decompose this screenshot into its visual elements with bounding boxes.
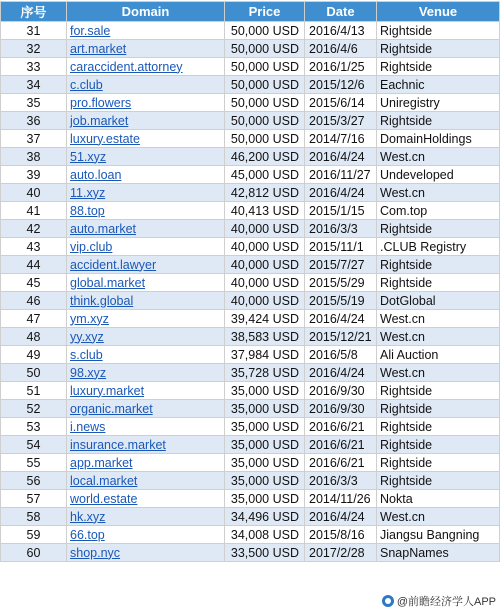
venue-cell: Rightside: [377, 58, 500, 76]
table-row: [1, 94, 500, 112]
price-cell: 39,424 USD: [225, 310, 305, 328]
row-number: 40: [1, 184, 67, 202]
date-cell: 2016/4/24: [305, 310, 377, 328]
header-venue: Venue: [377, 2, 500, 22]
date-cell: 2016/11/27: [305, 166, 377, 184]
domain-link[interactable]: caraccident.attorney: [67, 58, 225, 76]
domain-link[interactable]: luxury.market: [67, 382, 225, 400]
row-number: 55: [1, 454, 67, 472]
table-row: [1, 292, 500, 310]
date-cell: 2015/8/16: [305, 526, 377, 544]
source-footer: [382, 593, 496, 609]
domain-link[interactable]: global.market: [67, 274, 225, 292]
date-cell: 2016/4/24: [305, 148, 377, 166]
table-header-row: [1, 2, 500, 22]
table-row: [1, 382, 500, 400]
venue-cell: West.cn: [377, 328, 500, 346]
price-cell: 35,000 USD: [225, 418, 305, 436]
table-row: [1, 148, 500, 166]
price-cell: 42,812 USD: [225, 184, 305, 202]
date-cell: 2015/12/21: [305, 328, 377, 346]
domain-link[interactable]: pro.flowers: [67, 94, 225, 112]
row-number: 54: [1, 436, 67, 454]
price-cell: 35,000 USD: [225, 382, 305, 400]
row-number: 57: [1, 490, 67, 508]
venue-cell: DotGlobal: [377, 292, 500, 310]
source-text: @前瞻经济学人APP: [396, 596, 496, 608]
date-cell: 2014/11/26: [305, 490, 377, 508]
domain-link[interactable]: think.global: [67, 292, 225, 310]
table-row: [1, 526, 500, 544]
table-row: [1, 346, 500, 364]
table-row: [1, 22, 500, 40]
date-cell: 2015/5/19: [305, 292, 377, 310]
date-cell: 2016/4/6: [305, 40, 377, 58]
date-cell: 2016/3/3: [305, 220, 377, 238]
row-number: 31: [1, 22, 67, 40]
venue-cell: Com.top: [377, 202, 500, 220]
price-cell: 40,000 USD: [225, 274, 305, 292]
price-cell: 37,984 USD: [225, 346, 305, 364]
date-cell: 2016/6/21: [305, 418, 377, 436]
table-row: [1, 130, 500, 148]
row-number: 43: [1, 238, 67, 256]
row-number: 49: [1, 346, 67, 364]
table-row: [1, 490, 500, 508]
header-no: 序号: [1, 2, 67, 22]
date-cell: 2015/11/1: [305, 238, 377, 256]
domain-link[interactable]: luxury.estate: [67, 130, 225, 148]
row-number: 32: [1, 40, 67, 58]
domain-link[interactable]: accident.lawyer: [67, 256, 225, 274]
domain-sales-table: [0, 1, 500, 562]
table-row: [1, 508, 500, 526]
domain-link[interactable]: app.market: [67, 454, 225, 472]
date-cell: 2015/6/14: [305, 94, 377, 112]
date-cell: 2016/4/24: [305, 364, 377, 382]
row-number: 39: [1, 166, 67, 184]
row-number: 46: [1, 292, 67, 310]
price-cell: 35,000 USD: [225, 472, 305, 490]
domain-link[interactable]: insurance.market: [67, 436, 225, 454]
price-cell: 35,000 USD: [225, 490, 305, 508]
domain-link[interactable]: auto.loan: [67, 166, 225, 184]
table-row: [1, 364, 500, 382]
domain-link[interactable]: job.market: [67, 112, 225, 130]
venue-cell: Rightside: [377, 112, 500, 130]
price-cell: 34,496 USD: [225, 508, 305, 526]
table-row: [1, 472, 500, 490]
domain-link[interactable]: shop.nyc: [67, 544, 225, 562]
row-number: 60: [1, 544, 67, 562]
date-cell: 2015/12/6: [305, 76, 377, 94]
venue-cell: Jiangsu Bangning: [377, 526, 500, 544]
row-number: 33: [1, 58, 67, 76]
venue-cell: Rightside: [377, 22, 500, 40]
row-number: 45: [1, 274, 67, 292]
row-number: 51: [1, 382, 67, 400]
table-row: [1, 40, 500, 58]
price-cell: 35,000 USD: [225, 436, 305, 454]
date-cell: 2015/3/27: [305, 112, 377, 130]
venue-cell: DomainHoldings: [377, 130, 500, 148]
price-cell: 50,000 USD: [225, 76, 305, 94]
venue-cell: Rightside: [377, 454, 500, 472]
price-cell: 50,000 USD: [225, 40, 305, 58]
table-row: [1, 220, 500, 238]
header-domain: Domain: [67, 2, 225, 22]
date-cell: 2016/1/25: [305, 58, 377, 76]
table-row: [1, 544, 500, 562]
table-row: [1, 454, 500, 472]
table-row: [1, 76, 500, 94]
domain-link[interactable]: auto.market: [67, 220, 225, 238]
domain-link[interactable]: 66.top: [67, 526, 225, 544]
domain-link[interactable]: local.market: [67, 472, 225, 490]
table-row: [1, 166, 500, 184]
date-cell: 2017/2/28: [305, 544, 377, 562]
row-number: 35: [1, 94, 67, 112]
venue-cell: Rightside: [377, 382, 500, 400]
price-cell: 40,413 USD: [225, 202, 305, 220]
domain-link[interactable]: 11.xyz: [67, 184, 225, 202]
venue-cell: Rightside: [377, 40, 500, 58]
row-number: 34: [1, 76, 67, 94]
date-cell: 2016/5/8: [305, 346, 377, 364]
price-cell: 34,008 USD: [225, 526, 305, 544]
domain-link[interactable]: 98.xyz: [67, 364, 225, 382]
date-cell: 2016/4/13: [305, 22, 377, 40]
domain-link[interactable]: 88.top: [67, 202, 225, 220]
venue-cell: West.cn: [377, 364, 500, 382]
domain-link[interactable]: hk.xyz: [67, 508, 225, 526]
table-row: [1, 256, 500, 274]
table-row: [1, 436, 500, 454]
row-number: 42: [1, 220, 67, 238]
date-cell: 2016/4/24: [305, 184, 377, 202]
domain-link[interactable]: organic.market: [67, 400, 225, 418]
price-cell: 35,000 USD: [225, 400, 305, 418]
table-row: [1, 238, 500, 256]
date-cell: 2015/1/15: [305, 202, 377, 220]
price-cell: 50,000 USD: [225, 94, 305, 112]
domain-link[interactable]: yy.xyz: [67, 328, 225, 346]
date-cell: 2014/7/16: [305, 130, 377, 148]
table-row: [1, 310, 500, 328]
row-number: 53: [1, 418, 67, 436]
row-number: 50: [1, 364, 67, 382]
date-cell: 2015/7/27: [305, 256, 377, 274]
row-number: 37: [1, 130, 67, 148]
row-number: 47: [1, 310, 67, 328]
price-cell: 45,000 USD: [225, 166, 305, 184]
venue-cell: West.cn: [377, 310, 500, 328]
price-cell: 50,000 USD: [225, 112, 305, 130]
date-cell: 2016/9/30: [305, 400, 377, 418]
venue-cell: SnapNames: [377, 544, 500, 562]
table-row: [1, 400, 500, 418]
price-cell: 40,000 USD: [225, 220, 305, 238]
table-row: [1, 418, 500, 436]
row-number: 58: [1, 508, 67, 526]
venue-cell: Rightside: [377, 472, 500, 490]
qianzhan-logo-icon: [382, 595, 394, 607]
domain-link[interactable]: 51.xyz: [67, 148, 225, 166]
row-number: 48: [1, 328, 67, 346]
row-number: 52: [1, 400, 67, 418]
price-cell: 46,200 USD: [225, 148, 305, 166]
price-cell: 50,000 USD: [225, 22, 305, 40]
venue-cell: Rightside: [377, 256, 500, 274]
domain-sales-table-container: [0, 1, 500, 562]
domain-link[interactable]: vip.club: [67, 238, 225, 256]
venue-cell: Rightside: [377, 220, 500, 238]
price-cell: 35,000 USD: [225, 454, 305, 472]
price-cell: 38,583 USD: [225, 328, 305, 346]
header-price: Price: [225, 2, 305, 22]
row-number: 36: [1, 112, 67, 130]
table-row: [1, 328, 500, 346]
header-date: Date: [305, 2, 377, 22]
domain-link[interactable]: for.sale: [67, 22, 225, 40]
row-number: 44: [1, 256, 67, 274]
domain-link[interactable]: i.news: [67, 418, 225, 436]
table-row: [1, 112, 500, 130]
price-cell: 33,500 USD: [225, 544, 305, 562]
table-row: [1, 58, 500, 76]
row-number: 59: [1, 526, 67, 544]
venue-cell: Rightside: [377, 274, 500, 292]
row-number: 56: [1, 472, 67, 490]
row-number: 41: [1, 202, 67, 220]
price-cell: 40,000 USD: [225, 256, 305, 274]
date-cell: 2016/6/21: [305, 436, 377, 454]
date-cell: 2015/5/29: [305, 274, 377, 292]
price-cell: 50,000 USD: [225, 130, 305, 148]
venue-cell: .CLUB Registry: [377, 238, 500, 256]
domain-link[interactable]: c.club: [67, 76, 225, 94]
price-cell: 40,000 USD: [225, 238, 305, 256]
row-number: 38: [1, 148, 67, 166]
venue-cell: Rightside: [377, 418, 500, 436]
venue-cell: West.cn: [377, 508, 500, 526]
venue-cell: Rightside: [377, 400, 500, 418]
date-cell: 2016/6/21: [305, 454, 377, 472]
price-cell: 50,000 USD: [225, 58, 305, 76]
domain-link[interactable]: s.club: [67, 346, 225, 364]
venue-cell: Uniregistry: [377, 94, 500, 112]
venue-cell: West.cn: [377, 184, 500, 202]
price-cell: 35,728 USD: [225, 364, 305, 382]
table-body: [1, 22, 500, 562]
domain-link[interactable]: ym.xyz: [67, 310, 225, 328]
venue-cell: West.cn: [377, 148, 500, 166]
table-row: [1, 202, 500, 220]
venue-cell: Undeveloped: [377, 166, 500, 184]
venue-cell: Rightside: [377, 436, 500, 454]
table-row: [1, 274, 500, 292]
date-cell: 2016/3/3: [305, 472, 377, 490]
venue-cell: Eachnic: [377, 76, 500, 94]
date-cell: 2016/9/30: [305, 382, 377, 400]
table-row: [1, 184, 500, 202]
venue-cell: Nokta: [377, 490, 500, 508]
domain-link[interactable]: world.estate: [67, 490, 225, 508]
date-cell: 2016/4/24: [305, 508, 377, 526]
domain-link[interactable]: art.market: [67, 40, 225, 58]
venue-cell: Ali Auction: [377, 346, 500, 364]
price-cell: 40,000 USD: [225, 292, 305, 310]
